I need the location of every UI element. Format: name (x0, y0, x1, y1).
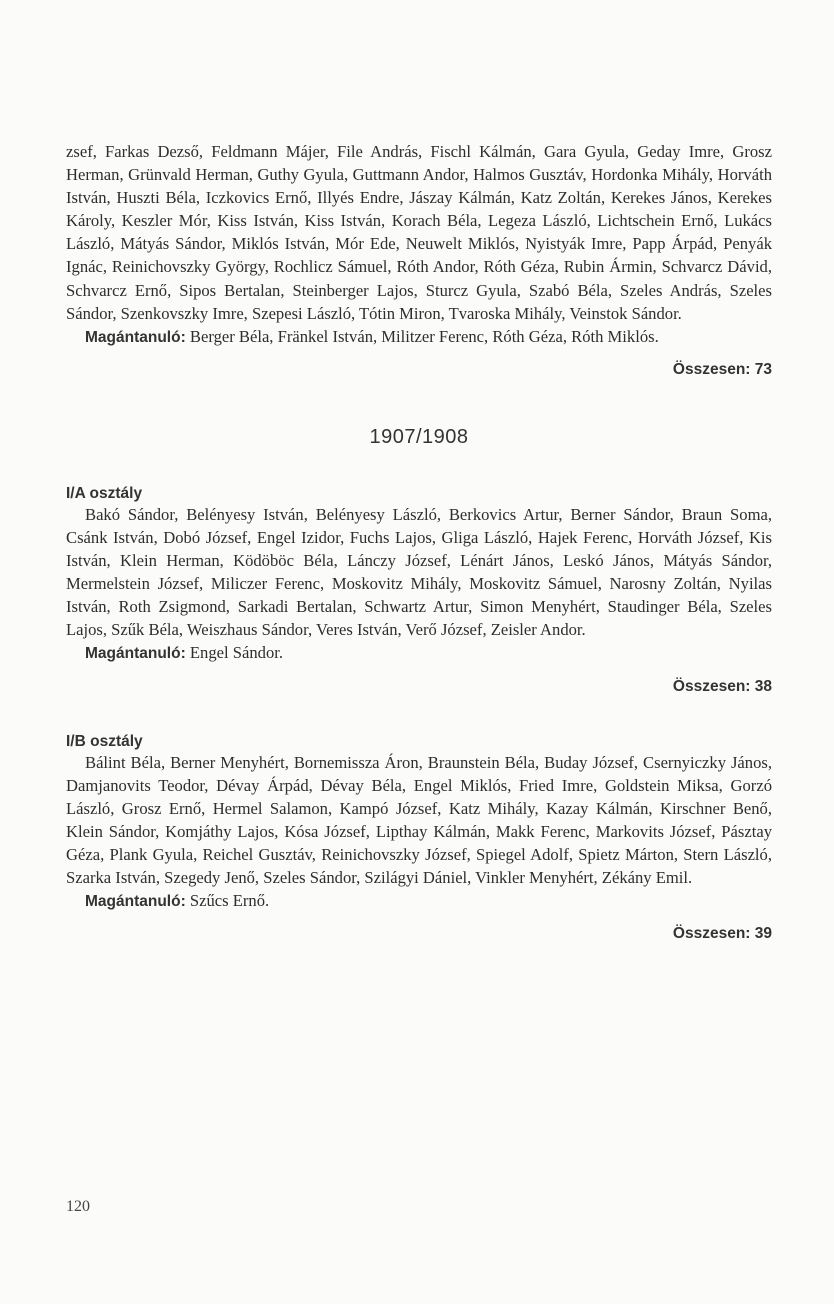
class-ib-private-label: Magántanuló: (85, 893, 186, 911)
private-students-line (66, 325, 772, 349)
total-count: Összesen: 73 (672, 360, 772, 378)
year-heading: 1907/1908 (369, 425, 469, 448)
class-ib-private-names: Szűcs Ernő. (189, 891, 270, 911)
class-ib-name-list: Bálint Béla, Berner Menyhért, Bornemissza Áron, Braunstein Béla, Buday József, Csernyiczky János, Damjanovits Teodor, Dévay Árpád, Dévay Béla, Engel Miklós, Fried Imre, Goldstein Miksa, Gorzó László, Grosz Ernő, Hermel Salamon, Kampó József, Katz Mihály, Kazay Kálmán, Kirschner Benő, Klein Sándor, Komjáthy Lajos, Kósa József, Lipthay Kálmán, Makk Ferenc, Markovits József, Pásztay Géza, Plank Gyula, Reichel Gusztáv, Reinichovszky József, Spiegel Adolf, Spietz Márton, Stern László, Szarka István, Szegedy Jenő, Szeles Sándor, Szilágyi Dániel, Vinkler Menyhért, Zékány Emil. (66, 752, 772, 887)
class-ib-total: Összesen: 39 (672, 925, 772, 943)
class-ia-private-students-line (66, 641, 772, 665)
private-students-names: Berger Béla, Fränkel István, Militzer Ferenc, Róth Géza, Róth Miklós. (189, 326, 659, 346)
page-number: 120 (66, 1198, 90, 1215)
class-ia-total: Összesen: 38 (672, 677, 772, 695)
private-students-label: Magántanuló: (85, 328, 186, 346)
class-heading-ib: I/B osztály (66, 732, 143, 750)
class-ib-private-students-line (66, 889, 772, 913)
document-page (66, 140, 772, 943)
class-heading-ia: I/A osztály (66, 484, 143, 502)
class-ia-private-names: Engel Sándor. (189, 643, 284, 663)
continued-name-list: zsef, Farkas Dezső, Feldmann Májer, File András, Fischl Kálmán, Gara Gyula, Geday Imre, Grosz Herman, Grünvald Herman, Guthy Gyula, Guttmann Andor, Halmos Gusztáv, Hordonka Mihály, Horváth István, Huszti Béla, Iczkovics Ernő, Illyés Endre, Jászay Kálmán, Katz Zoltán, Kerekes János, Kerekes Károly, Keszler Mór, Kiss István, Kiss István, Korach Béla, Legeza László, Lichtschein Ernő, Lukács László, Mátyás Sándor, Miklós István, Mór Ede, Neuwelt Miklós, Nyistyák Imre, Papp Árpád, Penyák Ignác, Reinichovszky György, Rochlicz Sámuel, Róth Andor, Róth Géza, Rubin Ármin, Schvarcz Dávid, Schvarcz Ernő, Sipos Bertalan, Steinberger Lajos, Sturcz Gyula, Szabó Béla, Szeles András, Szeles Sándor, Szenkovszky Imre, Szepesi László, Tótin Miron, Tvaroska Mihály, Veinstok Sándor. (66, 142, 772, 323)
class-ia-name-list: Bakó Sándor, Belényesy István, Belényesy László, Berkovics Artur, Berner Sándor, Braun Soma, Csánk István, Dobó József, Engel Izidor, Fuchs Lajos, Gliga László, Hajek Ferenc, Horváth József, Kis István, Klein Herman, Ködöböc Béla, Lánczy József, Lénárt János, Leskó János, Mátyás Sándor, Mermelstein József, Miliczer Ferenc, Moskovitz Mihály, Moskovitz Sámuel, Narosny Zoltán, Nyilas István, Roth Zsigmond, Sarkadi Bertalan, Schwartz Artur, Simon Menyhért, Staudinger Béla, Szeles Lajos, Szűk Béla, Weiszhaus Sándor, Veres István, Verő József, Zeisler Andor. (66, 504, 772, 640)
class-ia-private-label: Magántanuló: (85, 645, 186, 663)
